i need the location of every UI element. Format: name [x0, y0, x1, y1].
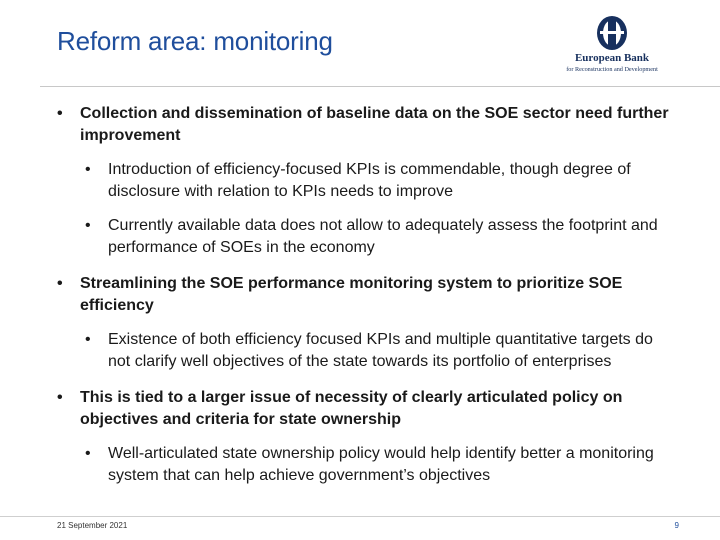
bullet-marker: •	[57, 275, 63, 292]
bullet-item	[57, 387, 677, 431]
footer-date: 21 September 2021	[57, 521, 128, 530]
bullet-marker: •	[57, 389, 63, 406]
bullet-marker: •	[85, 217, 91, 234]
sub-bullet-text: Well-articulated state ownership policy would help identify better a monitoring system that can help achieve government’s objectives	[108, 445, 654, 484]
bullet-item	[57, 273, 677, 317]
bullet-marker: •	[85, 331, 91, 348]
sub-bullet-item	[85, 215, 677, 259]
bullet-list	[57, 103, 677, 487]
sub-bullet-item	[85, 329, 677, 373]
bullet-text: This is tied to a larger issue of necessity of clearly articulated policy on objectives and criteria for state ownership	[80, 389, 623, 428]
sub-bullet-item	[85, 443, 677, 487]
bullet-marker: •	[57, 105, 63, 122]
bullet-item	[57, 103, 677, 147]
bullet-text: Streamlining the SOE performance monitoring system to prioritize SOE efficiency	[80, 275, 623, 314]
sub-bullet-text: Existence of both efficiency focused KPIs and multiple quantitative targets do not clarify well objectives of the state towards its portfolio of enterprises	[108, 331, 653, 370]
logo-subtitle: for Reconstruction and Development	[566, 66, 658, 73]
ebrd-logo	[552, 15, 672, 77]
page-number: 9	[674, 521, 679, 530]
sub-bullet-item	[85, 159, 677, 203]
bullet-marker: •	[85, 445, 91, 462]
bullet-text: Collection and dissemination of baseline data on the SOE sector need further improvement	[80, 105, 669, 144]
sub-bullet-text: Currently available data does not allow to adequately assess the footprint and performance of SOEs in the economy	[108, 217, 658, 256]
title-divider	[40, 86, 720, 87]
bullet-marker: •	[85, 161, 91, 178]
slide-title: Reform area: monitoring	[57, 26, 333, 56]
logo-name: European Bank	[574, 52, 650, 64]
ebrd-emblem-icon	[590, 15, 634, 51]
footer-divider	[0, 516, 720, 517]
sub-bullet-text: Introduction of efficiency-focused KPIs is commendable, though degree of disclosure with relation to KPIs needs to improve	[108, 161, 631, 200]
